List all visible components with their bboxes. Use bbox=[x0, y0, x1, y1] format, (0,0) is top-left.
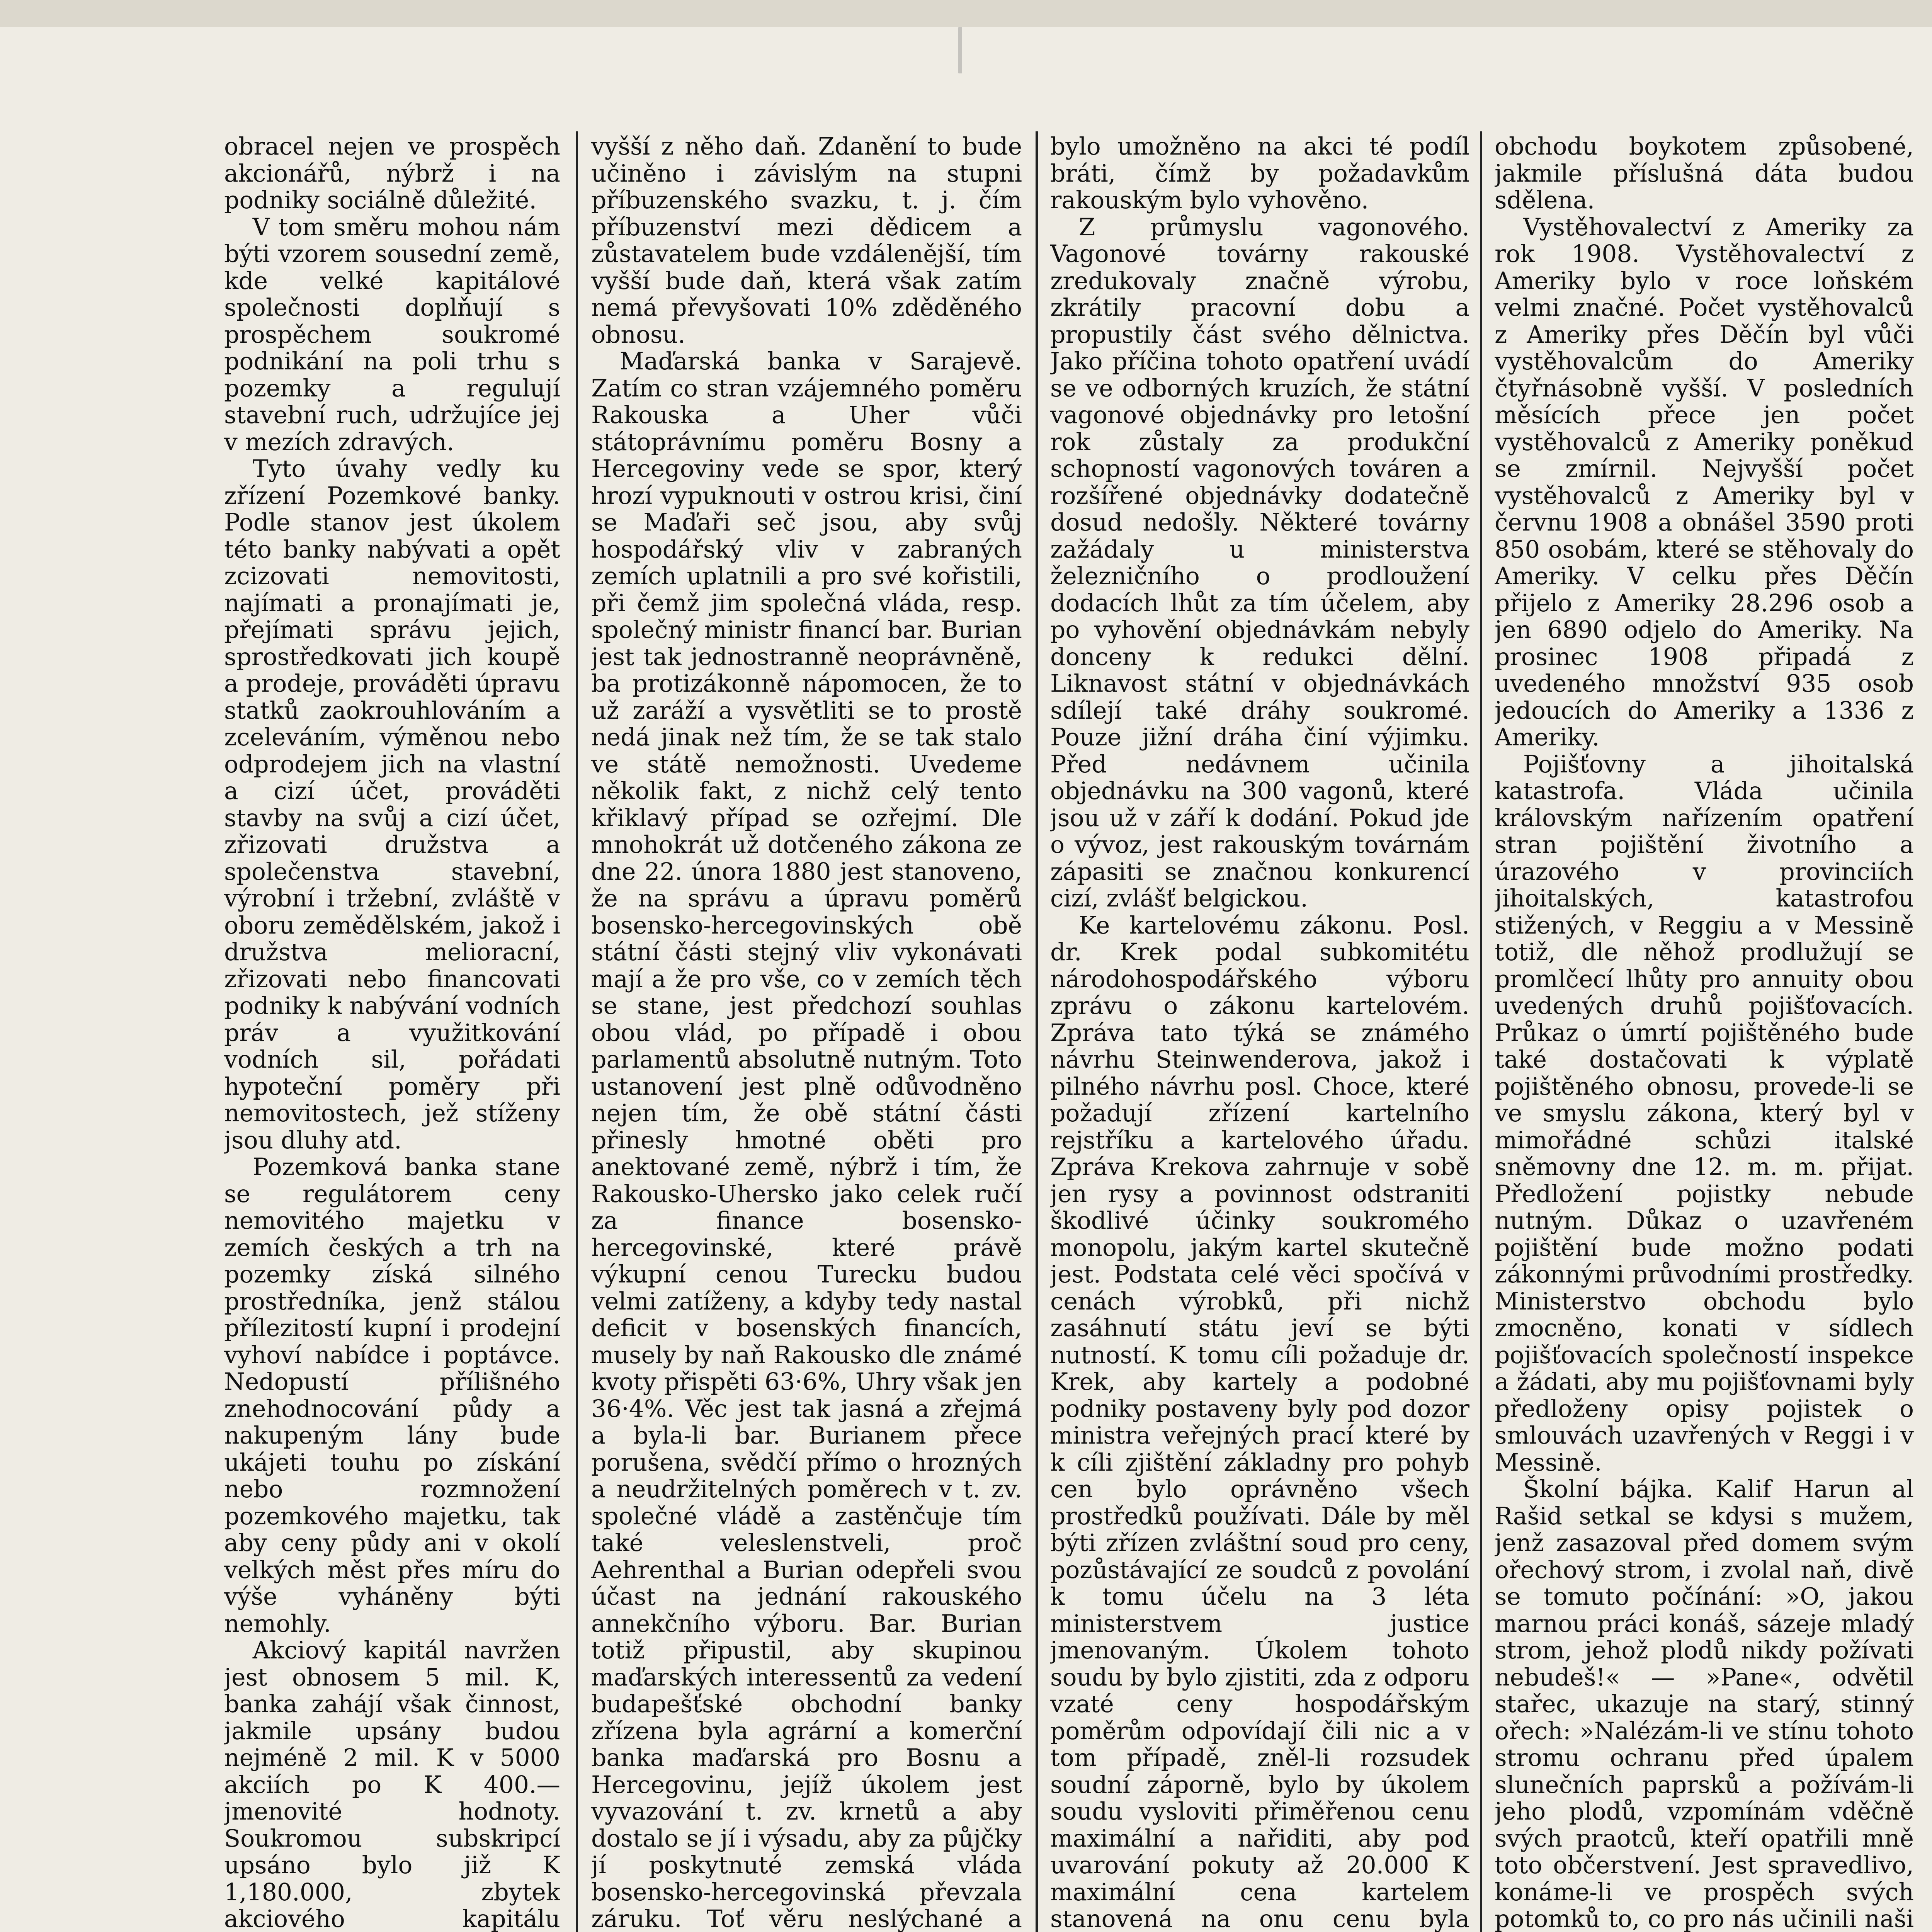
article-paragraph: vyšší z něho daň. Zdanění to bude učiněno i závislým na stupni příbuzenského svazku, t. j. čím příbuzenství mezi dědicem a zůstavatelem bude vzdálenější, tím vyšší bude daň, která však zatím nemá převyšovati 10% zděděného obnosu. bbox=[591, 133, 1022, 349]
article-paragraph: obchodu boykotem způsobené, jakmile příslušná dáta budou sdělena. bbox=[1495, 133, 1914, 214]
article-paragraph: Školní bájka. Kalif Harun al Rašid setkal se kdysi s mužem, jenž zasazoval před domem svým ořechový strom, i zvolal naň, divě se tomuto počínání: »O, jakou marnou práci konáš, sázeje mladý strom, jehož plodů nikdy požívati nebudeš!« — »Pane«, odvětil stařec, ukazuje na starý, stinný ořech: »Nalézám-li ve stínu tohoto stromu ochranu před úpalem slunečních paprsků a požívám-li jeho plodů, vzpomínám vděčně svých praotců, kteří opatřili mně toto občerstvení. Jest spravedlivo, konáme-li ve prospěch svých potomků to, co pro nás učinili naši bbox=[1495, 1475, 1914, 1932]
text-column-1 bbox=[224, 133, 560, 1932]
scan-smudge bbox=[958, 27, 962, 73]
column-rule bbox=[576, 131, 578, 1932]
text-column-4 bbox=[1495, 133, 1914, 1932]
article-paragraph: bylo umožněno na akci té podíl bráti, čímž by požadavkům rakouským bylo vyhověno. bbox=[1050, 133, 1469, 214]
article-paragraph: Tyto úvahy vedly ku zřízení Pozemkové banky. Podle stanov jest úkolem této banky nabývati a opět zcizovati nemovitosti, najímati a pronajímati je, přejímati správu jejich, sprostředkovati jich koupě a prodeje, prováděti úpravu statků zaokrouhlováním a zceleváním, výměnou nebo odprodejem jich na vlastní a cizí účet, prováděti stavby na svůj a cizí účet, zřizovati družstva a společenstva stavební, výrobní i tržební, zvláště v oboru zemědělském, jakož i družstva melioracní, zřizovati nebo financovati podniky k nabývání vodních práv a využitkování vodních sil, pořádati hypoteční poměry při nemovitostech, jež stíženy jsou dluhy atd. bbox=[224, 455, 560, 1154]
article-paragraph: Pojišťovny a jihoitalská katastrofa. Vláda učinila královským nařízením opatření stran pojištění životního a úrazového v provinciích jihoitalských, katastrofou stižených, v Reggiu a v Messině totiž, dle něhož prodlužují se promlčecí lhůty pro annuity obou uvedených druhů pojišťovacích. Průkaz o úmrtí pojištěného bude také dostačovati k výplatě pojištěného obnosu, provede-li se ve smyslu zákona, který byl v mimořádné schůzi italské sněmovny dne 12. m. m. přijat. Předložení pojistky nebude nutným. Důkaz o uzavřeném pojištění bude možno podati zákonnými průvodními prostředky. Ministerstvo obchodu bylo zmocněno, konati v sídlech pojišťovacích společností inspekce a žádati, aby mu pojišťovnami byly předloženy opisy pojistek o smlouvách uzavřených v Reggi i v Messině. bbox=[1495, 750, 1914, 1476]
article-paragraph: Z průmyslu vagonového. Vagonové továrny rakouské zredukovaly značně výrobu, zkrátily pracovní dobu a propustily část svého dělnictva. Jako příčina tohoto opatření uvádí se ve odborných kruzích, že státní vagonové objednávky pro letošní rok zůstaly za produkční schopností vagonových továren a rozšířené objednávky dodatečně dosud nedošly. Některé továrny zažádaly u ministerstva železničního o prodloužení dodacích lhůt za tím účelem, aby po vyhovění objednávkám nebyly donceny k redukci dělní. Liknavost státní v objednávkách sdílejí také dráhy soukromé. Pouze jižní dráha činí výjimku. Před nedávnem učinila objednávku na 300 vagonů, které jsou už v září k dodání. Pokud jde o vývoz, jest rakouským továrnám zápasiti se značnou konkurencí cizí, zvlášť belgickou. bbox=[1050, 213, 1469, 912]
article-paragraph: Akciový kapitál navržen jest obnosem 5 mil. K, banka zahájí však činnost, jakmile upsány budou nejméně 2 mil. K v 5000 akciích po K 400.— jmenovité hodnoty. Soukromou subskripcí upsáno bylo již K 1,180.000, zbytek akciového kapitálu bbox=[224, 1636, 560, 1932]
article-paragraph: Vystěhovalectví z Ameriky za rok 1908. Vystěhovalectví z Ameriky bylo v roce loňském velmi značné. Počet vystěhovalců z Ameriky přes Děčín byl vůči vystěhovalcům do Ameriky čtyřnásobně vyšší. V posledních měsících přece jen počet vystěhovalců z Ameriky poněkud se zmírnil. Nejvyšší počet vystěhovalců z Ameriky byl v červnu 1908 a obnášel 3590 proti 850 osobám, které se stěhovaly do Ameriky. V celku přes Děčín přijelo z Ameriky 28.296 osob a jen 6890 odjelo do Ameriky. Na prosinec 1908 připadá z uvedeného množství 935 osob jedoucích do Ameriky a 1336 z Ameriky. bbox=[1495, 213, 1914, 751]
article-paragraph: Pozemková banka stane se regulátorem ceny nemovitého majetku v zemích českých a trh na pozemky získá silného prostředníka, jenž stálou přílezitostí kupní i prodejní vyhoví nabídce i poptávce. Nedopustí přílišného znehodnocování půdy a nakupeným lány bude ukájeti touhu po získání nebo rozmnožení pozemkového majetku, tak aby ceny půdy ani v okolí velkých měst přes míru do výše vyháněny býti nemohly. bbox=[224, 1153, 560, 1638]
article-paragraph: obracel nejen ve prospěch akcionářů, nýbrž i na podniky sociálně důležité. bbox=[224, 133, 560, 214]
column-rule bbox=[1036, 131, 1038, 1932]
text-column-2 bbox=[591, 133, 1022, 1932]
text-column-3 bbox=[1050, 133, 1469, 1932]
scan-edge-top bbox=[0, 0, 1932, 27]
article-paragraph: V tom směru mohou nám býti vzorem sousední země, kde velké kapitálové společnosti doplňují s prospěchem soukromé podnikání na poli trhu s pozemky a regulují stavební ruch, udržujíce jej v mezích zdravých. bbox=[224, 213, 560, 456]
article-paragraph: Maďarská banka v Sarajevě. Zatím co stran vzájemného poměru Rakouska a Uher vůči státoprávnímu poměru Bosny a Hercegoviny vede se spor, který hrozí vypuknouti v ostrou krisi, činí se Maďaři seč jsou, aby svůj hospodářský vliv v zabraných zemích uplatnili a pro své kořistili, při čemž jim společná vláda, resp. společný ministr financí bar. Burian jest tak jednostranně neoprávněně, ba protizákonně nápomocen, že to už zaráží a vysvětliti se to prostě nedá jinak než tím, že se tak stalo ve státě nemožnosti. Uvedeme několik fakt, z nichž celý tento křiklavý případ se ozřejmí. Dle mnohokrát už dotčeného zákona ze dne 22. února 1880 jest stanoveno, že na správu a úpravu poměrů bosensko-hercegovinských obě státní části stejný vliv vykonávati mají a že pro vše, co v zemích těch se stane, jest předchozí souhlas obou vlád, po případě i obou parlamentů absolutně nutným. Toto ustanovení jest plně odůvodněno nejen tím, že obě státní části přinesly hmotné oběti pro anektované země, nýbrž i tím, že Rakousko-Uhersko jako celek ručí za finance bosensko-hercegovinské, které právě výkupní cenou Turecku budou velmi zatíženy, a kdyby tedy nastal deficit v bosenských financích, musely by naň Rakousko dle známé kvoty přispěti 63·6%, Uhry však jen 36·4%. Věc jest tak jasná a zřejmá a byla-li bar. Burianem přece porušena, svědčí přímo o hrozných a neudržitelných poměrech v t. zv. společné vládě a zastěnčuje tím také veleslenstveli, proč Aehrenthal a Burian odepřeli svou účast na jednání rakouského annekčního výboru. Bar. Burian totiž připustil, aby skupinou maďarských interessentů za vedení budapešťské obchodní banky zřízena byla agrární a komerční banka maďarská pro Bosnu a Hercegovinu, jejíž úkolem jest vyvazování t. zv. krnetů a aby dostalo se jí i výsadu, aby za půjčky jí poskytnuté zemská vláda bosensko-hercegovinská převzala záruku. Toť věru neslýchané a bbox=[591, 347, 1022, 1932]
column-rule bbox=[1480, 131, 1482, 1932]
article-paragraph: Ke kartelovému zákonu. Posl. dr. Krek podal subkomitétu národohospodářského výboru zprávu o zákonu kartelovém. Zpráva tato týká se známého návrhu Steinwenderova, jakož i pilného návrhu posl. Choce, které požadují zřízení kartelního rejstříku a kartelového úřadu. Zpráva Krekova zahrnuje v sobě jen rysy a povinnost odstraniti škodlivé účinky soukromého monopolu, jakým kartel skutečně jest. Podstata celé věci spočívá v cenách výrobků, při nichž zasáhnutí státu jeví se býti nutností. K tomu cíli požaduje dr. Krek, aby kartely a podobné podniky postaveny byly pod dozor ministra veřejných prací které by k cíli zjištění základny pro pohyb cen bylo oprávněno všech prostředků používati. Dále by měl býti zřízen zvláštní soud pro ceny, pozůstávající ze soudců z povolání k tomu účelu na 3 léta ministerstvem justice jmenovaným. Úkolem tohoto soudu by bylo zjistiti, zda z odporu vzaté ceny hospodářským poměrům odpovídají čili nic a v tom případě, zněl-li rozsudek soudní záporně, bylo by úkolem soudu vysloviti přiměřenou cenu maximální a nařiditi, aby pod uvarování pokuty až 20.000 K maximální cena kartelem stanovená na onu cenu byla bbox=[1050, 911, 1469, 1932]
